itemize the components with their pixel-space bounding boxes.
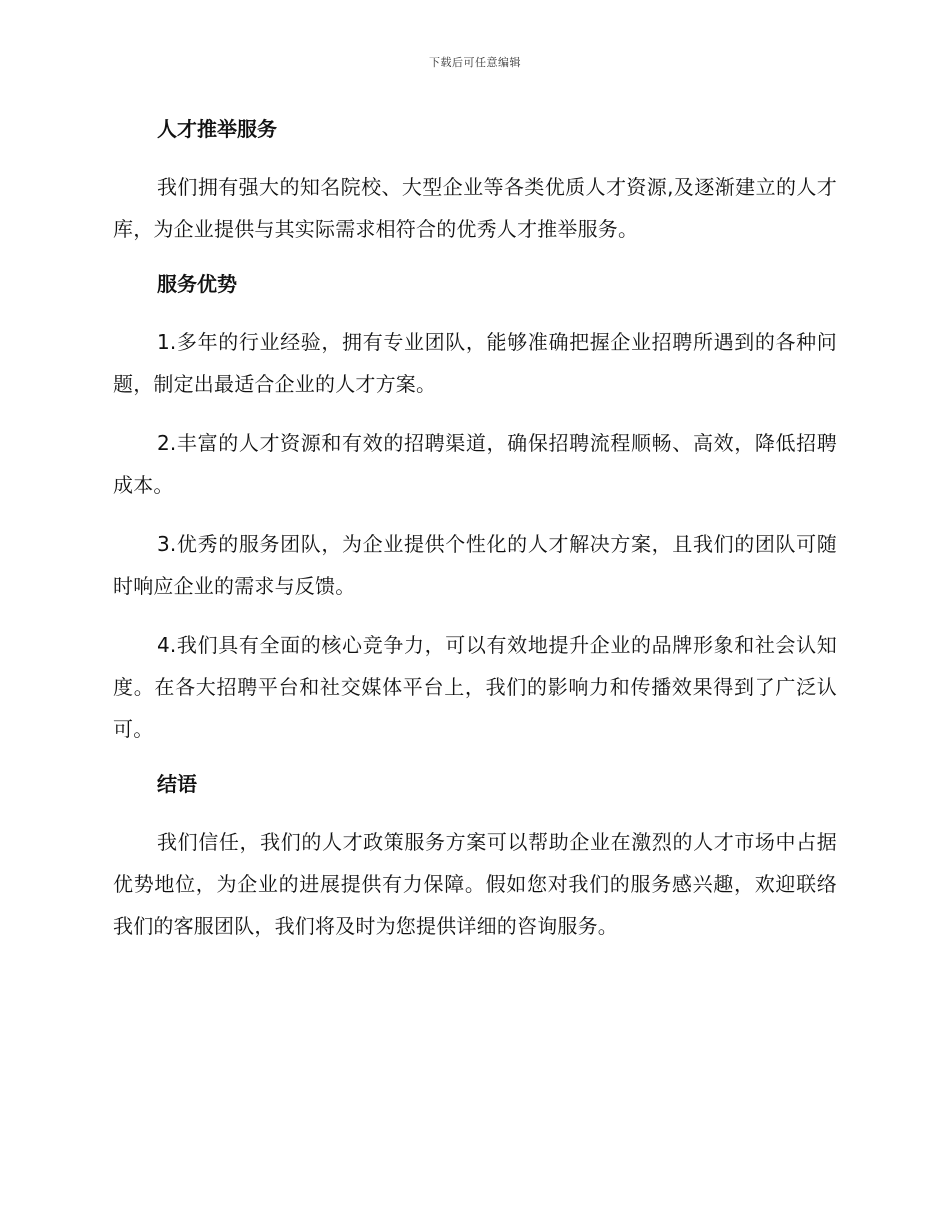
section-heading-service-advantages: 服务优势 xyxy=(157,272,237,296)
paragraph-advantage-2: 2.丰富的人才资源和有效的招聘渠道，确保招聘流程顺畅、高效，降低招聘成本。 xyxy=(113,431,837,497)
paragraph-advantage-3: 3.优秀的服务团队，为企业提供个性化的人才解决方案，且我们的团队可随时响应企业的需求与反馈。 xyxy=(113,532,837,598)
document-body xyxy=(113,112,837,947)
section-heading-talent-recommendation: 人才推举服务 xyxy=(157,117,277,141)
paragraph-conclusion: 我们信任，我们的人才政策服务方案可以帮助企业在激烈的人才市场中占据优势地位，为企业的进展提供有力保障。假如您对我们的服务感兴趣，欢迎联络我们的客服团队，我们将及时为您提供详细的咨询服务。 xyxy=(113,830,837,938)
page-header-note: 下载后可任意编辑 xyxy=(429,56,521,69)
paragraph-advantage-1: 1.多年的行业经验，拥有专业团队，能够准确把握企业招聘所遇到的各种问题，制定出最适合企业的人才方案。 xyxy=(113,330,837,396)
paragraph-advantage-4: 4.我们具有全面的核心竞争力，可以有效地提升企业的品牌形象和社会认知度。在各大招聘平台和社交媒体平台上，我们的影响力和传播效果得到了广泛认可。 xyxy=(113,633,837,741)
paragraph-talent-recommendation: 我们拥有强大的知名院校、大型企业等各类优质人才资源,及逐渐建立的人才库，为企业提供与其实际需求相符合的优秀人才推举服务。 xyxy=(113,175,837,241)
section-heading-conclusion: 结语 xyxy=(157,772,197,796)
